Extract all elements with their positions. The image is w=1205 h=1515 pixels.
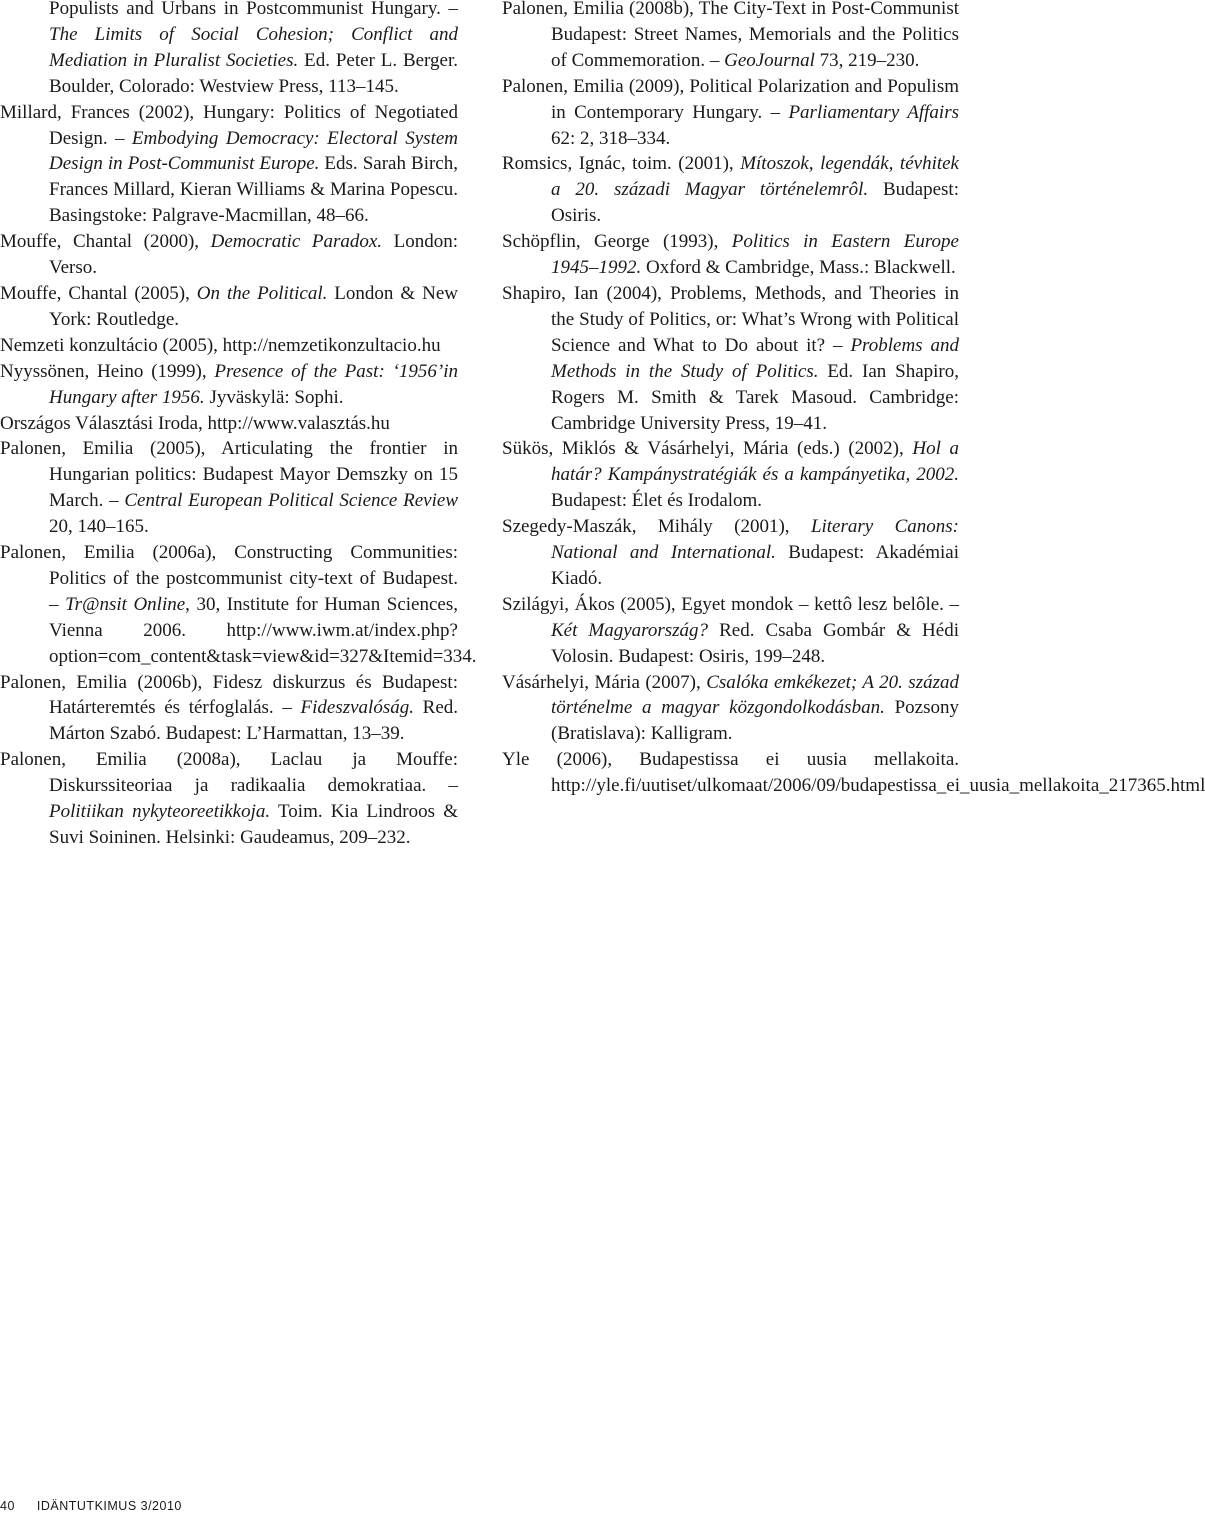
reference-text: Nyyssönen, Heino (1999), bbox=[0, 360, 215, 382]
reference-entry bbox=[0, 436, 458, 540]
reference-text: Yle (2006), Budapestissa ei uusia mellakoita. http://yle.fi/uutiset/ulkomaat/2006/09/budapestissa_ei_uusia_mellakoita_217365.html bbox=[502, 749, 1205, 797]
reference-title: GeoJournal bbox=[724, 49, 815, 71]
reference-title: Democratic Paradox. bbox=[210, 231, 383, 253]
reference-title: Parliamentary Affairs bbox=[788, 101, 959, 123]
reference-text: Palonen, Emilia (2005), Articulating the frontier in Hungarian politics: Budapest Mayor Demszky on 15 March. – bbox=[0, 438, 458, 512]
reference-text: Szilágyi, Ákos (2005), Egyet mondok – kettô lesz belôle. – bbox=[502, 593, 959, 615]
reference-entry bbox=[0, 333, 458, 359]
reference-text: Shapiro, Ian (2004), Problems, Methods, and Theories in the Study of Politics, or: What’s Wrong with Political Science and What to Do about it? – bbox=[502, 282, 959, 356]
reference-title: Presence of the Past: ‘1956’in Hungary after 1956. bbox=[49, 360, 459, 408]
reference-text: Mouffe, Chantal (2005), bbox=[0, 282, 197, 304]
reference-text: Schöpflin, George (1993), bbox=[502, 231, 732, 253]
reference-title: Fideszvalóság. bbox=[300, 697, 414, 719]
reference-entry bbox=[0, 411, 458, 437]
reference-text: Red. Csaba Gombár & Hédi Volosin. Budapest: Osiris, 199–248. bbox=[551, 619, 959, 667]
reference-title: Literary Canons: National and International. bbox=[551, 516, 959, 564]
reference-text: Palonen, Emilia (2006b), Fidesz diskurzus és Budapest: Határteremtés és térfoglalás. – bbox=[0, 671, 458, 719]
reference-entry bbox=[502, 514, 959, 592]
reference-text: Palonen, Emilia (2009), Political Polarization and Populism in Contemporary Hungary. – bbox=[502, 75, 959, 123]
reference-text: Budapest: Élet és Irodalom. bbox=[551, 490, 763, 512]
reference-title: Tr@nsit Online bbox=[65, 593, 186, 615]
reference-text: Red. Márton Szabó. Budapest: L’Harmattan, 13–39. bbox=[49, 697, 458, 745]
reference-title: Mítoszok, legendák, tévhitek a 20. századi Magyar történelemrôl. bbox=[551, 153, 959, 201]
reference-text: , 30, Institute for Human Sciences, Vienna 2006. http://www.iwm.at/index.php?option=com_content&task=view&id=327&Itemid=334. bbox=[49, 593, 477, 667]
reference-entry bbox=[502, 74, 959, 152]
reference-text: 73, 219–230. bbox=[814, 49, 920, 71]
reference-text: Sükös, Miklós & Vásárhelyi, Mária (eds.) (2002), bbox=[502, 438, 913, 460]
right-reference-column bbox=[502, 0, 1205, 799]
reference-title: Csalóka emkékezet; A 20. század történelme a magyar közgondolkodásban. bbox=[551, 671, 959, 719]
reference-text: London & New York: Routledge. bbox=[49, 282, 458, 330]
reference-entry bbox=[502, 281, 959, 436]
reference-title: On the Political. bbox=[196, 282, 328, 304]
reference-text: 20, 140–165. bbox=[49, 516, 149, 538]
reference-title: Politiikan nykyteoreetikkoja. bbox=[49, 801, 271, 823]
reference-text: Budapest: Akadémiai Kiadó. bbox=[551, 542, 959, 589]
reference-text: Oxford & Cambridge, Mass.: Blackwell. bbox=[641, 257, 956, 279]
reference-title: Problems and Methods in the Study of Politics. bbox=[551, 334, 960, 382]
left-reference-column bbox=[0, 0, 477, 851]
reference-text: Palonen, Emilia (2008a), Laclau ja Mouffe: Diskurssiteoriaa ja radikaalia demokratiaa. – bbox=[0, 749, 458, 797]
reference-entry bbox=[0, 747, 458, 851]
reference-entry bbox=[502, 0, 959, 74]
reference-text: Országos Választási Iroda, http://www.valasztás.hu bbox=[0, 412, 390, 434]
reference-text: Ed. Peter L. Berger. Boulder, Colorado: Westview Press, 113–145. bbox=[49, 49, 458, 97]
reference-text: Eds. Sarah Birch, Frances Millard, Kieran Williams & Marina Popescu. Basingstoke: Palgrave-Macmillan, 48–66. bbox=[49, 153, 458, 227]
journal-name: IDÄNTUTKIMUS 3/2010 bbox=[36, 1499, 182, 1513]
reference-entry bbox=[502, 151, 959, 229]
reference-text: London: Verso. bbox=[49, 231, 458, 279]
reference-text: Populists and Urbans in Postcommunist Hungary. – bbox=[49, 0, 458, 19]
reference-text: Jyväskylä: Sophi. bbox=[204, 386, 344, 408]
reference-title: Politics in Eastern Europe 1945–1992. bbox=[551, 231, 959, 279]
reference-text: Nemzeti konzultácio (2005), http://nemzetikonzultacio.hu bbox=[0, 334, 441, 356]
reference-entry bbox=[502, 436, 959, 514]
reference-text: Vásárhelyi, Mária (2007), bbox=[502, 671, 707, 693]
reference-entry bbox=[0, 100, 458, 230]
reference-text: Szegedy-Maszák, Mihály (2001), bbox=[502, 516, 811, 538]
reference-entry bbox=[0, 0, 458, 100]
reference-text: Romsics, Ignác, toim. (2001), bbox=[502, 153, 741, 175]
reference-entry bbox=[0, 229, 458, 281]
reference-entry bbox=[0, 281, 458, 333]
reference-entry bbox=[0, 670, 458, 748]
reference-text: Ed. Ian Shapiro, Rogers M. Smith & Tarek Masoud. Cambridge: Cambridge University Press, 19–41. bbox=[551, 360, 959, 434]
reference-entry bbox=[502, 747, 1205, 799]
reference-title: Central European Political Science Review bbox=[124, 490, 458, 512]
page-footer bbox=[0, 1499, 182, 1513]
reference-entry bbox=[502, 670, 959, 748]
reference-text: Budapest: Osiris. bbox=[551, 179, 959, 227]
reference-text: Millard, Frances (2002), Hungary: Politics of Negotiated Design. – bbox=[0, 101, 458, 149]
reference-entry bbox=[0, 359, 458, 411]
reference-entry bbox=[502, 229, 959, 281]
reference-entry bbox=[502, 592, 959, 670]
page-number: 40 bbox=[0, 1499, 15, 1513]
reference-text: Pozsony (Bratislava): Kalligram. bbox=[551, 697, 959, 745]
reference-title: Két Magyarország? bbox=[551, 619, 709, 641]
reference-entry bbox=[0, 540, 477, 670]
reference-text: Palonen, Emilia (2008b), The City-Text in Post-Communist Budapest: Street Names, Memorials and the Politics of Commemoration. – bbox=[502, 0, 959, 71]
reference-title: Embodying Democracy: Electoral System Design in Post-Communist Europe. bbox=[49, 127, 458, 175]
reference-title: The Limits of Social Cohesion; Conflict and Mediation in Pluralist Societies. bbox=[49, 23, 458, 71]
reference-text: 62: 2, 318–334. bbox=[551, 127, 671, 149]
reference-text: Toim. Kia Lindroos & Suvi Soininen. Helsinki: Gaudeamus, 209–232. bbox=[49, 801, 459, 848]
reference-text: Mouffe, Chantal (2000), bbox=[0, 231, 211, 253]
reference-text: Palonen, Emilia (2006a), Constructing Communities: Politics of the postcommunist city-text of Budapest. – bbox=[0, 542, 458, 615]
reference-title: Hol a határ? Kampánystratégiák és a kampányetika, 2002. bbox=[551, 438, 960, 486]
